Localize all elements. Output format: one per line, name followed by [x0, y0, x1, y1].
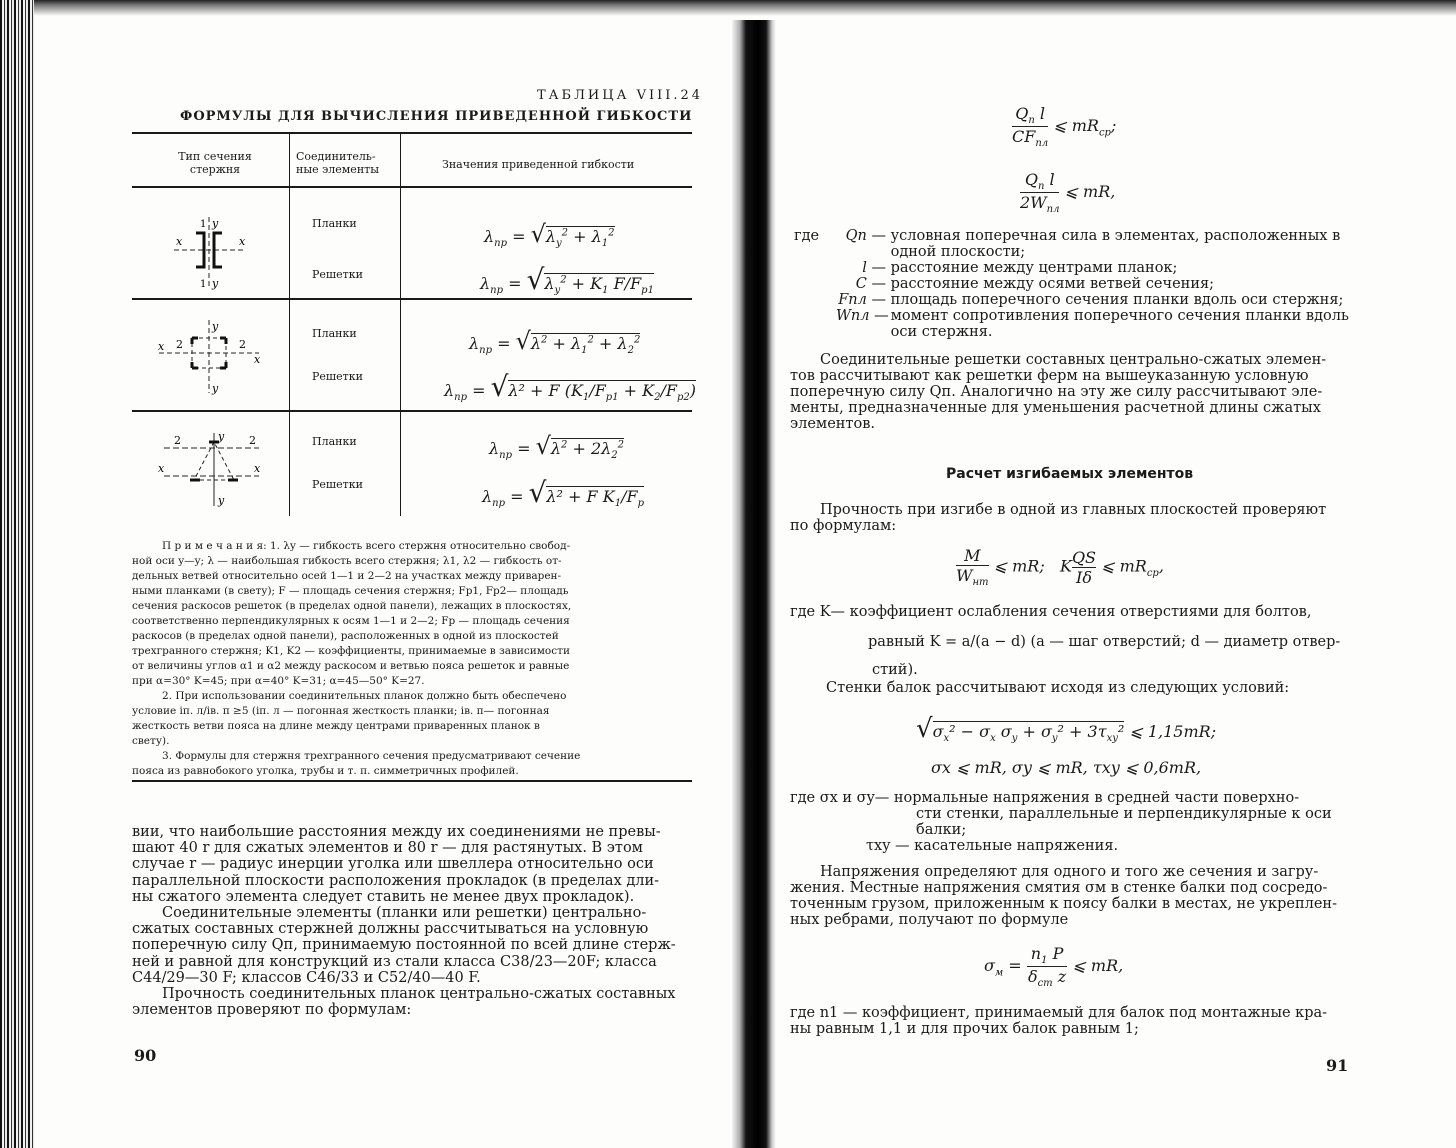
left-body-line: Прочность соединительных планок центрально-сжатых составных: [162, 986, 676, 1002]
formula-web-limits: σx ⩽ mR, σy ⩽ mR, τxy ⩽ 0,6mR,: [931, 758, 1202, 777]
section-four-angle-icon: [154, 318, 264, 398]
definition-symbol: Qп —: [845, 228, 886, 244]
where-label: где: [794, 228, 820, 244]
svg-text:y: y: [218, 430, 225, 443]
notes-line: 2. При использовании соединительных планок должно быть обеспечено: [162, 690, 567, 702]
definition-row: [836, 292, 1343, 308]
left-body-line: параллельной плоскости расположения прокладок (в пределах дли-: [132, 872, 660, 889]
formula-planka-moment: $Q_п$ l $2W_{пл}$ ⩽ mR,: [1020, 170, 1116, 216]
definition-row: [836, 276, 1214, 292]
svg-text:1: 1: [200, 219, 207, 230]
row2-formula-reshetki: $\lambda_{пр} = √\lambda^2 + F$ $(K_1/F_{p1} + K_2/F_{p2})$: [444, 370, 696, 404]
svg-text:x: x: [239, 235, 246, 248]
svg-text:2: 2: [239, 338, 246, 351]
definition-text: расстояние между осями ветвей сечения;: [886, 276, 1215, 292]
book-gutter-shadow: [732, 20, 776, 1148]
svg-text:y: y: [212, 217, 219, 230]
para4-line: Напряжения определяют для одного и того же сечения и загру-: [820, 864, 1319, 880]
table-label: ТАБЛИЦА VIII.24: [537, 88, 704, 103]
notes-line: сечения раскосов решеток (в пределах одной панели), лежащих в плоскостях,: [132, 600, 572, 612]
para1-line: Соединительные решетки составных центрально-сжатых элемен-: [820, 352, 1327, 368]
left-body-line: поперечную силу Qп, принимаемую постоянной по всей длине стерж-: [132, 937, 676, 954]
notes-line: 3. Формулы для стержня трехгранного сечения предусматривают сечение: [162, 750, 581, 762]
row3-planki: Планки: [312, 435, 357, 448]
definition-symbol: l —: [862, 260, 886, 276]
section-triangular-icon: [154, 428, 269, 508]
svg-text:x: x: [158, 462, 165, 475]
row1-formula-planki: $\lambda_{пр} = √\lambda_y^2 + \lambda_1^2$: [484, 220, 615, 250]
section-two-branch-icon: [164, 215, 254, 290]
definition-row: [836, 324, 993, 340]
svg-text:x: x: [254, 462, 261, 475]
definition-row: [836, 260, 1177, 276]
notes-line: жесткость ветви пояса на длине между центрами приваренных планок в: [132, 720, 540, 732]
notes-line: дельных ветвей относительно осей 1—1 и 2—2 на участках между приварен-: [132, 570, 562, 582]
k-definition-3: стий).: [872, 662, 918, 678]
formula-local-crushing: $\sigma_м$ = $n_1$ P $\delta_{ст}$ z ⩽ mR,: [984, 944, 1124, 990]
formula-planka-shear: $Q_п$ l $CF_{пл}$ ⩽ $mR_{ср}$;: [1012, 104, 1117, 150]
formula-bending-strength: M $W_{нт}$ ⩽ mR; K $\frac{QS}{I\delta}$ ⩽ $mR_{ср}$,: [956, 546, 1164, 589]
svg-text:x: x: [158, 340, 165, 353]
definition-text: момент сопротивления поперечного сечения планки вдоль: [886, 308, 1349, 324]
notes-line: ными планками (в свету); F — площадь сечения стержня; Fp1, Fp2— площадь: [132, 585, 569, 597]
row1-planki: Планки: [312, 217, 357, 230]
row2-formula-planki: $\lambda_{пр} = √\lambda^2 + \lambda_1^2 + \lambda_2^2$: [469, 327, 641, 357]
header-section-type-2: стержня: [189, 163, 241, 176]
row3-formula-planki: $\lambda_{пр} = √\lambda^2 + 2\lambda_2^2$: [489, 432, 625, 462]
page-number-right: 91: [1326, 1056, 1349, 1075]
table-title: ФОРМУЛЫ ДЛЯ ВЫЧИСЛЕНИЯ ПРИВЕДЕННОЙ ГИБКОСТИ: [180, 109, 693, 124]
definition-text: условная поперечная сила в элементах, расположенных в: [886, 228, 1341, 244]
table-top-rule: [132, 132, 692, 134]
definition-row: [836, 244, 1025, 260]
k-definition-1: где K— коэффициент ослабления сечения отверстиями для болтов,: [790, 604, 1312, 620]
definition-symbol: C —: [855, 276, 886, 292]
row3-formula-reshetki: $\lambda_{пр} = √\lambda^2 + F$ $K_1/F_p$: [482, 476, 644, 510]
header-connectors-2: ные элементы: [296, 163, 379, 176]
table-col-divider-2: [400, 134, 401, 516]
notes-line: при α=30° K=45; при α=40° K=31; α=45—50° K=27.: [132, 675, 425, 687]
section-title: Расчет изгибаемых элементов: [946, 466, 1194, 482]
definition-text: площадь поперечного сечения планки вдоль оси стержня;: [886, 292, 1344, 308]
row2-reshetki: Решетки: [312, 370, 363, 383]
table-header-rule: [132, 186, 692, 188]
row2-planki: Планки: [312, 327, 357, 340]
table-row-rule-1: [132, 298, 692, 300]
table-bottom-rule: [132, 780, 692, 782]
para5-line: ны равным 1,1 и для прочих балок равным 1;: [790, 1021, 1139, 1037]
definition-row: [836, 308, 1349, 324]
left-body-line: шают 40 r для сжатых элементов и 80 r — для растянутых. В этом: [132, 840, 643, 857]
notes-line: соответственно перпендикулярных к осям 1—1 и 2—2; Fp — площадь сечения: [132, 615, 570, 627]
k-definition-2: равный K = a/(a − d) (a — шаг отверстий; d — диаметр отвер-: [868, 634, 1341, 650]
row1-formula-reshetki: $\lambda_{пр} = √\lambda_y^2 + K_1$ $F/F_{p1}$: [480, 263, 654, 297]
para2-line: по формулам:: [790, 518, 897, 534]
notes-line: трехгранного стержня; K1, K2 — коэффициенты, принимаемые в зависимости: [132, 645, 570, 657]
svg-text:y: y: [212, 277, 219, 290]
sigma-definition-4: τxy — касательные напряжения.: [866, 838, 1119, 854]
para1-line: поперечную силу Qп. Аналогично на эту же силу рассчитывают эле-: [790, 384, 1323, 400]
definition-text: расстояние между центрами планок;: [886, 260, 1178, 276]
para4-line: точенным грузом, приложенным к поясу балки в местах, не укреплен-: [790, 896, 1337, 912]
svg-text:y: y: [218, 494, 225, 507]
notes-line: раскосов (в пределах одной панели), расположенных в одной из плоскостей: [132, 630, 559, 642]
svg-text:x: x: [176, 235, 183, 248]
page-number-left: 90: [134, 1046, 157, 1065]
definition-text: одной плоскости;: [886, 244, 1026, 260]
left-body-line: вии, что наибольшие расстояния между их соединениями не превы-: [132, 824, 661, 840]
table-row-rule-2: [132, 410, 692, 412]
header-section-type-1: Тип сечения: [178, 150, 252, 163]
para1-line: тов рассчитывают как решетки ферм на вышеуказанную условную: [790, 368, 1309, 384]
para4-line: жения. Местные напряжения смятия σм в стенке балки под сосредо-: [790, 880, 1328, 896]
sigma-definition-2: сти стенки, параллельные и перпендикулярные к оси: [916, 806, 1332, 822]
left-body-line: сжатых составных стержней должны рассчитываться на условную: [132, 921, 649, 938]
header-slenderness: Значения приведенной гибкости: [442, 158, 635, 171]
notes-line: пояса из равнобокого уголка, трубы и т. п. симметричных профилей.: [132, 765, 519, 777]
svg-text:x: x: [254, 353, 261, 366]
book-binding-edge: [0, 0, 34, 1148]
svg-text:2: 2: [249, 434, 256, 447]
para2-line: Прочность при изгибе в одной из главных плоскостей проверяют: [820, 502, 1327, 518]
formula-web-combined: $√\sigma_x^2 - \sigma_x$ $\sigma_y + \sigma_y^2 + 3\tau_{xy}^2$ ⩽ 1,15mR;: [916, 714, 1217, 745]
sigma-definition-3: балки;: [916, 822, 967, 838]
right-page: [776, 0, 1456, 1148]
svg-text:2: 2: [176, 338, 183, 351]
table-col-divider-1: [289, 134, 290, 516]
notes-line: ной оси y—y; λ — наибольшая гибкость всего стержня; λ1, λ2 — гибкость от-: [132, 555, 562, 567]
notes-line: П р и м е ч а н и я: 1. λy — гибкость всего стержня относительно свобод-: [162, 540, 571, 552]
left-body-line: случае r — радиус инерции уголка или швеллера относительно оси: [132, 856, 654, 873]
definition-text: оси стержня.: [886, 324, 993, 340]
svg-text:2: 2: [174, 434, 181, 447]
left-body-line: элементов проверяют по формулам:: [132, 1002, 412, 1019]
left-body-line: ны сжатого элемента следует ставить не менее двух прокладок).: [132, 888, 635, 905]
left-body-line: Соединительные элементы (планки или решетки) центрально-: [162, 905, 647, 921]
definition-row: [836, 228, 1340, 244]
para4-line: ных ребрами, получают по формуле: [790, 912, 1069, 928]
notes-line: от величины углов α1 и α2 между раскосом и ветвью пояса решеток и равные: [132, 660, 570, 672]
svg-text:y: y: [212, 320, 219, 333]
web-conditions-intro: Стенки балок рассчитывают исходя из следующих условий:: [826, 680, 1290, 696]
para1-line: менты, предназначенные для уменьшения расчетной длины сжатых: [790, 400, 1321, 416]
header-connectors-1: Соединитель-: [296, 150, 376, 163]
svg-text:y: y: [212, 382, 219, 395]
svg-text:1: 1: [200, 279, 207, 290]
left-body-line: ней и равной для конструкций из стали класса С38/23—20F; класса: [132, 953, 657, 970]
left-body-line: С44/29—30 F; классов С46/33 и С52/40—40 F.: [132, 969, 481, 986]
definition-symbol: Fпл —: [838, 292, 886, 308]
sigma-definition-1: где σx и σy— нормальные напряжения в средней части поверхно-: [790, 790, 1300, 806]
left-page: [34, 0, 732, 1148]
row1-reshetki: Решетки: [312, 268, 363, 281]
para1-line: элементов.: [790, 416, 875, 432]
para5-line: где n1 — коэффициент, принимаемый для балок под монтажные кра-: [790, 1005, 1328, 1021]
definition-symbol: Wпл —: [836, 308, 889, 324]
row3-reshetki: Решетки: [312, 478, 363, 491]
notes-line: условие iп. л/iв. п ≥5 (iп. л — погонная жесткость планки; iв. п— погонная: [132, 705, 550, 717]
notes-line: свету).: [132, 735, 170, 747]
